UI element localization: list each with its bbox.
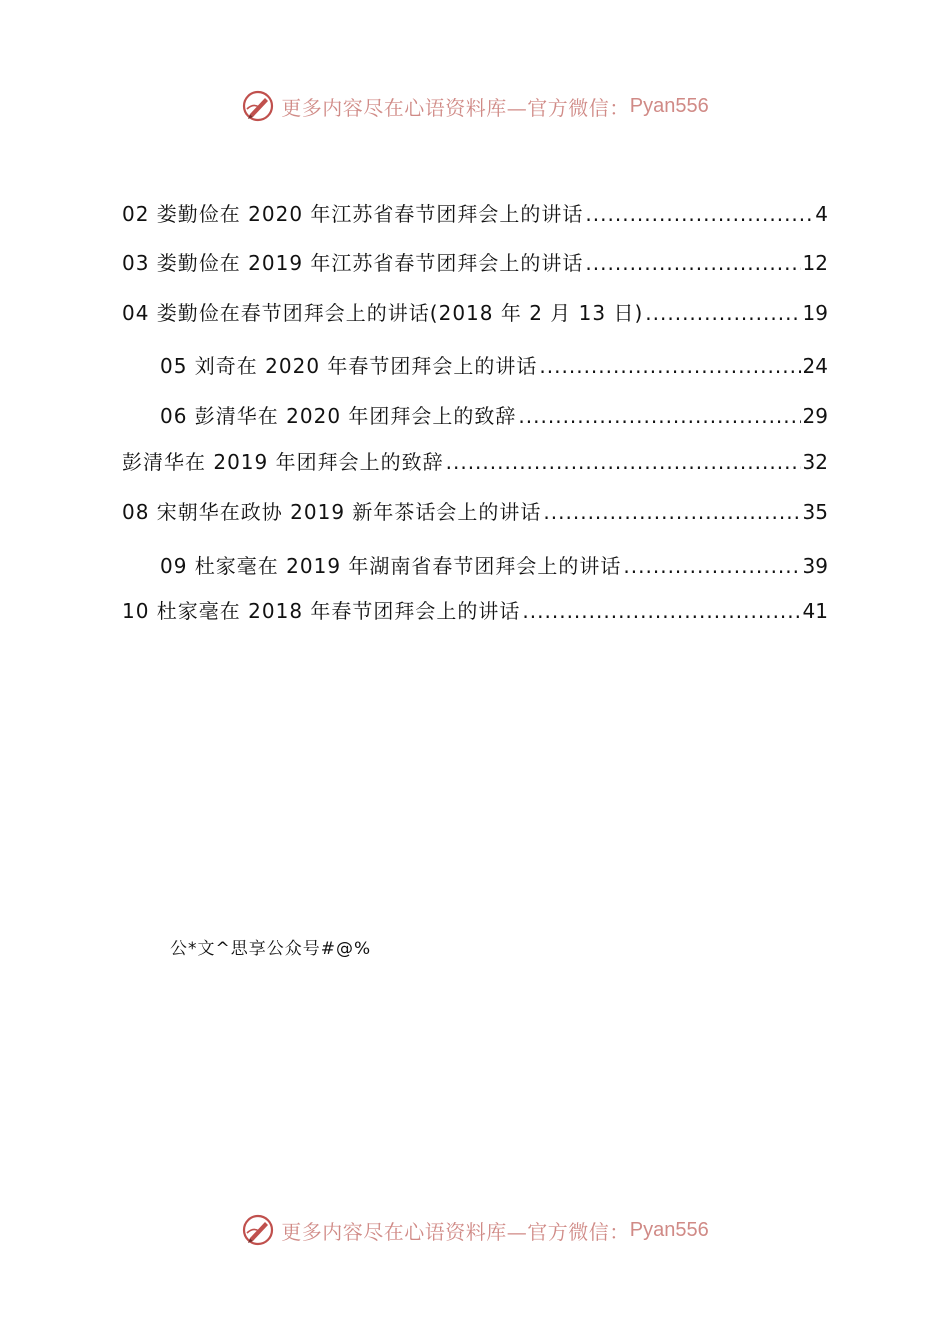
toc-dot-leader	[623, 552, 800, 580]
toc-entry-title: 05 刘奇在 2020 年春节团拜会上的讲话	[160, 354, 538, 378]
toc-entry-page: 19	[802, 301, 828, 325]
toc-entry[interactable]	[122, 299, 828, 327]
toc-entry-page: 24	[802, 354, 828, 378]
toc-entry[interactable]	[122, 498, 828, 526]
footer-banner-handle: Pyan556	[629, 1218, 709, 1241]
toc-entry[interactable]	[122, 597, 828, 625]
toc-entry-title: 10 杜家毫在 2018 年春节团拜会上的讲话	[122, 599, 521, 623]
toc-entry-title: 03 娄勤俭在 2019 年江苏省春节团拜会上的讲话	[122, 251, 584, 275]
toc-entry-page: 41	[802, 599, 828, 623]
toc-entry-page: 4	[815, 202, 828, 226]
toc-dot-leader	[518, 402, 800, 430]
toc-entry-title: 08 宋朝华在政协 2019 新年茶话会上的讲话	[122, 500, 542, 524]
toc-entry-page: 35	[802, 500, 828, 524]
toc-entry-page: 12	[802, 251, 828, 275]
toc-entry-title: 彭清华在 2019 年团拜会上的致辞	[122, 450, 444, 474]
toc-entry-page: 29	[802, 404, 828, 428]
toc-dot-leader	[522, 597, 800, 625]
toc-dot-leader	[585, 249, 800, 277]
toc-entry-title: 06 彭清华在 2020 年团拜会上的致辞	[160, 404, 517, 428]
header-banner-handle: Pyan556	[629, 94, 709, 117]
pen-logo-icon	[241, 89, 275, 123]
toc-entry-page: 39	[802, 554, 828, 578]
toc-entry[interactable]	[122, 249, 828, 277]
toc-dot-leader	[543, 498, 800, 526]
toc-entry-title: 09 杜家毫在 2019 年湖南省春节团拜会上的讲话	[160, 554, 622, 578]
pen-logo-icon	[241, 1213, 275, 1247]
toc-dot-leader	[539, 352, 800, 380]
toc-entry[interactable]	[122, 448, 828, 476]
toc-entry[interactable]	[160, 352, 828, 380]
header-banner-text: 更多内容尽在心语资料库—官方微信：	[281, 95, 630, 120]
footer-banner	[0, 1208, 950, 1252]
toc-entry-title: 02 娄勤俭在 2020 年江苏省春节团拜会上的讲话	[122, 202, 584, 226]
toc-dot-leader	[446, 448, 801, 476]
toc-entry-page: 32	[802, 450, 828, 474]
toc-entry[interactable]	[160, 552, 828, 580]
toc-dot-leader	[585, 200, 813, 228]
header-banner	[0, 84, 950, 128]
toc-entry[interactable]	[160, 402, 828, 430]
toc-entry[interactable]	[122, 200, 828, 228]
toc-dot-leader	[645, 299, 800, 327]
toc-entry-title: 04 娄勤俭在春节团拜会上的讲话(2018 年 2 月 13 日)	[122, 301, 644, 325]
watermark-note: 公*文^思享公众号#@%	[170, 939, 372, 959]
footer-banner-text: 更多内容尽在心语资料库—官方微信：	[281, 1219, 630, 1244]
